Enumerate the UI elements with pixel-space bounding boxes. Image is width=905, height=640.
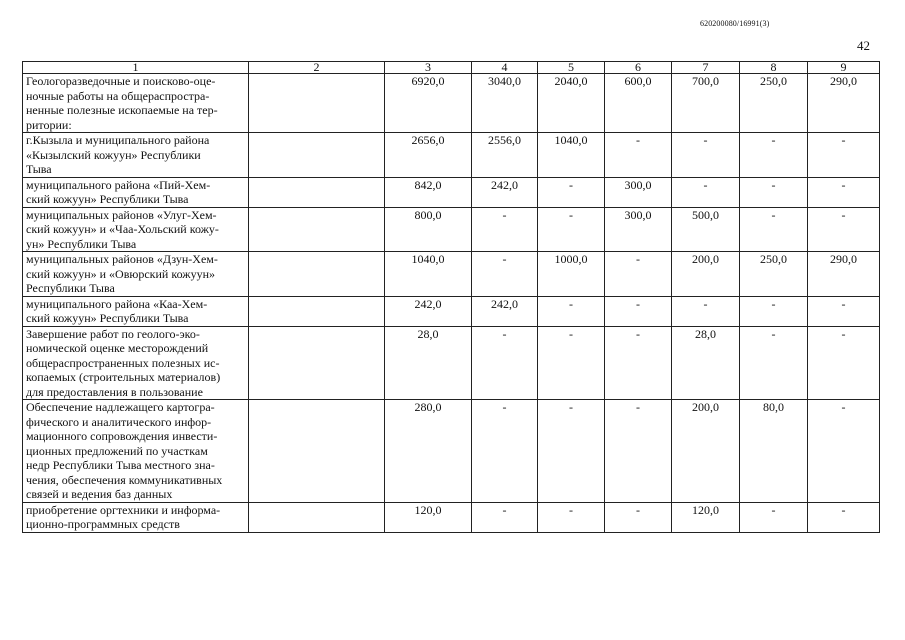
value-cell: 120,0 xyxy=(672,502,740,532)
value-cell: - xyxy=(808,400,880,503)
row-description: муниципальных районов «Улуг-Хем- ский кожуун» и «Чаа-Хольский кожу- ун» Республики Тыва xyxy=(23,207,249,252)
value-cell: - xyxy=(538,207,605,252)
value-cell: - xyxy=(740,296,808,326)
value-cell: 2040,0 xyxy=(538,74,605,133)
row-col2 xyxy=(249,74,385,133)
row-col2 xyxy=(249,252,385,297)
value-cell: 300,0 xyxy=(605,207,672,252)
value-cell: - xyxy=(740,326,808,400)
value-cell: 280,0 xyxy=(385,400,472,503)
value-cell: 120,0 xyxy=(385,502,472,532)
column-header: 7 xyxy=(672,62,740,74)
row-description: Обеспечение надлежащего картогра- фического и аналитического инфор- мационного сопровождения инвести- ционных предложений по участкам недр Республики Тыва местного зна- чения, обеспечения коммуникативных связей и ведения баз данных xyxy=(23,400,249,503)
row-col2 xyxy=(249,400,385,503)
column-header: 3 xyxy=(385,62,472,74)
value-cell: 242,0 xyxy=(472,177,538,207)
table-header-row xyxy=(23,62,880,74)
value-cell: 28,0 xyxy=(672,326,740,400)
value-cell: - xyxy=(605,502,672,532)
value-cell: - xyxy=(472,207,538,252)
column-header: 8 xyxy=(740,62,808,74)
table-row xyxy=(23,252,880,297)
row-description: муниципального района «Пий-Хем- ский кожуун» Республики Тыва xyxy=(23,177,249,207)
row-description: муниципальных районов «Дзун-Хем- ский кожуун» и «Овюрский кожуун» Республики Тыва xyxy=(23,252,249,297)
value-cell: - xyxy=(472,400,538,503)
value-cell: 6920,0 xyxy=(385,74,472,133)
value-cell: 290,0 xyxy=(808,252,880,297)
value-cell: - xyxy=(740,502,808,532)
row-col2 xyxy=(249,177,385,207)
value-cell: - xyxy=(740,207,808,252)
value-cell: - xyxy=(740,177,808,207)
value-cell: - xyxy=(472,326,538,400)
table-row xyxy=(23,207,880,252)
table-row xyxy=(23,326,880,400)
value-cell: 250,0 xyxy=(740,252,808,297)
value-cell: - xyxy=(538,400,605,503)
row-col2 xyxy=(249,326,385,400)
value-cell: - xyxy=(538,326,605,400)
value-cell: 700,0 xyxy=(672,74,740,133)
value-cell: 3040,0 xyxy=(472,74,538,133)
value-cell: - xyxy=(808,207,880,252)
value-cell: - xyxy=(740,133,808,178)
row-description: Завершение работ по геолого-эко- номической оценке месторождений общераспространенных полезных ис- копаемых (строительных материалов) для предоставления в пользование xyxy=(23,326,249,400)
row-description: муниципального района «Каа-Хем- ский кожуун» Республики Тыва xyxy=(23,296,249,326)
value-cell: - xyxy=(808,296,880,326)
row-description: приобретение оргтехники и информа- ционно-программных средств xyxy=(23,502,249,532)
column-header: 5 xyxy=(538,62,605,74)
value-cell: - xyxy=(538,502,605,532)
column-header: 4 xyxy=(472,62,538,74)
value-cell: - xyxy=(672,296,740,326)
value-cell: 600,0 xyxy=(605,74,672,133)
value-cell: - xyxy=(472,252,538,297)
value-cell: - xyxy=(605,326,672,400)
value-cell: 2656,0 xyxy=(385,133,472,178)
value-cell: - xyxy=(605,252,672,297)
column-header: 2 xyxy=(249,62,385,74)
column-header: 9 xyxy=(808,62,880,74)
value-cell: - xyxy=(808,502,880,532)
value-cell: - xyxy=(538,177,605,207)
value-cell: 500,0 xyxy=(672,207,740,252)
value-cell: 242,0 xyxy=(385,296,472,326)
table-row xyxy=(23,74,880,133)
value-cell: 1040,0 xyxy=(538,133,605,178)
page-number: 42 xyxy=(857,38,870,53)
value-cell: - xyxy=(605,400,672,503)
row-col2 xyxy=(249,296,385,326)
table-row xyxy=(23,400,880,503)
value-cell: 200,0 xyxy=(672,252,740,297)
value-cell: - xyxy=(605,133,672,178)
value-cell: 290,0 xyxy=(808,74,880,133)
value-cell: - xyxy=(808,177,880,207)
value-cell: - xyxy=(672,133,740,178)
budget-table xyxy=(22,61,880,533)
row-col2 xyxy=(249,207,385,252)
value-cell: 800,0 xyxy=(385,207,472,252)
row-col2 xyxy=(249,133,385,178)
table-row xyxy=(23,502,880,532)
row-col2 xyxy=(249,502,385,532)
value-cell: 242,0 xyxy=(472,296,538,326)
row-description: г.Кызыла и муниципального района «Кызылский кожуун» Республики Тыва xyxy=(23,133,249,178)
value-cell: - xyxy=(672,177,740,207)
value-cell: - xyxy=(605,296,672,326)
value-cell: 1040,0 xyxy=(385,252,472,297)
value-cell: 300,0 xyxy=(605,177,672,207)
value-cell: 2556,0 xyxy=(472,133,538,178)
table-row xyxy=(23,296,880,326)
column-header: 6 xyxy=(605,62,672,74)
table-row xyxy=(23,177,880,207)
value-cell: 200,0 xyxy=(672,400,740,503)
document-id: 620200080/16991(3) xyxy=(700,19,770,28)
value-cell: 842,0 xyxy=(385,177,472,207)
value-cell: 250,0 xyxy=(740,74,808,133)
row-description: Геологоразведочные и поисково-оце- ночные работы на общераспростра- ненные полезные ископаемые на тер- ритории: xyxy=(23,74,249,133)
value-cell: 28,0 xyxy=(385,326,472,400)
value-cell: 1000,0 xyxy=(538,252,605,297)
value-cell: - xyxy=(808,133,880,178)
value-cell: - xyxy=(472,502,538,532)
value-cell: 80,0 xyxy=(740,400,808,503)
table-row xyxy=(23,133,880,178)
value-cell: - xyxy=(808,326,880,400)
column-header: 1 xyxy=(23,62,249,74)
value-cell: - xyxy=(538,296,605,326)
